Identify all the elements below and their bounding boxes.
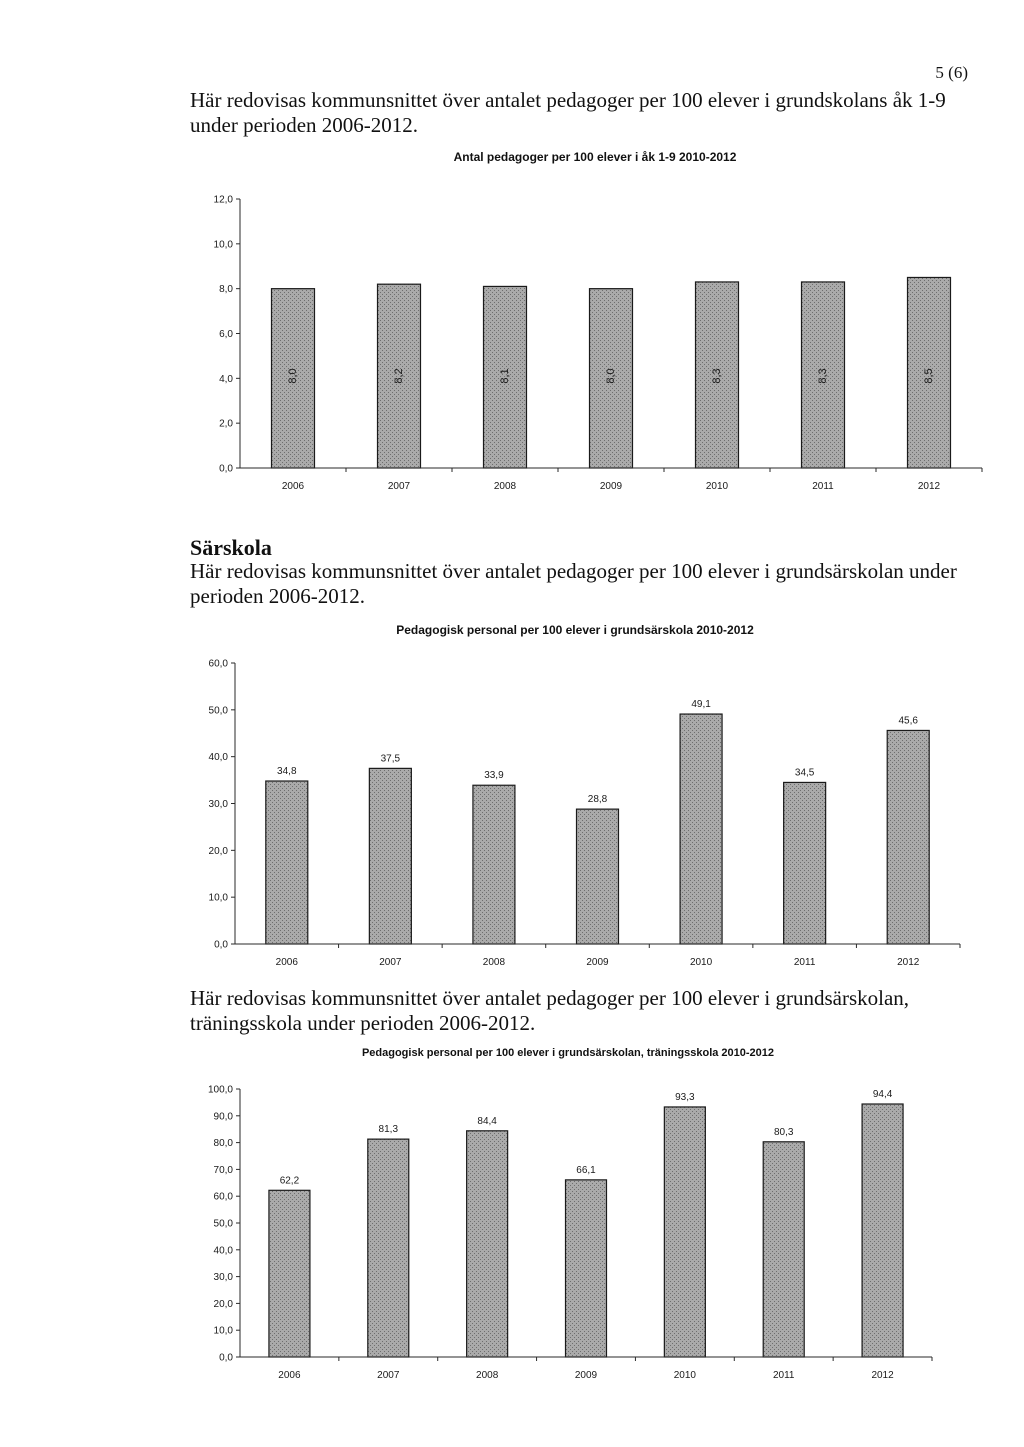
y-tick-label: 12,0 — [213, 194, 233, 206]
x-tick-label: 2009 — [586, 957, 609, 968]
y-tick-label: 20,0 — [213, 1298, 233, 1310]
data-label: 62,2 — [279, 1175, 300, 1187]
y-tick-label: 8,0 — [219, 284, 233, 296]
bar-2008 — [467, 1131, 508, 1357]
y-tick-label: 30,0 — [213, 1272, 233, 1284]
x-tick-label: 2006 — [275, 957, 298, 968]
data-label: 34,5 — [794, 767, 815, 779]
x-tick-label: 2010 — [705, 481, 729, 492]
x-tick-label: 2007 — [379, 957, 402, 968]
data-label: 33,9 — [484, 770, 504, 782]
x-tick-label: 2010 — [673, 1370, 696, 1381]
data-label: 8,3 — [711, 368, 723, 384]
bar-2010 — [664, 1107, 705, 1357]
bar-2007 — [368, 1139, 409, 1357]
y-tick-label: 60,0 — [208, 658, 228, 670]
x-tick-label: 2007 — [377, 1370, 400, 1381]
y-tick-label: 100,0 — [207, 1084, 233, 1096]
bar-2009 — [566, 1180, 607, 1357]
bar-2006 — [269, 1190, 310, 1357]
bar-chart-personal-grundsarskola — [0, 650, 1024, 975]
y-tick-label: 4,0 — [219, 373, 233, 385]
paragraph-line: Här redovisas kommunsnittet över antalet pedagoger per 100 elever i grundskolans åk 1-9 — [190, 88, 946, 112]
x-tick-label: 2011 — [812, 481, 834, 492]
data-label: 37,5 — [380, 753, 401, 765]
y-tick-label: 0,0 — [219, 463, 233, 475]
y-tick-label: 20,0 — [208, 845, 228, 857]
data-label: 45,6 — [898, 715, 918, 727]
page-number: 5 (6) — [935, 63, 968, 82]
data-label: 8,5 — [923, 368, 935, 384]
y-tick-label: 0,0 — [214, 939, 228, 951]
data-label: 80,3 — [773, 1126, 794, 1138]
bar-2012 — [862, 1104, 903, 1357]
x-tick-label: 2008 — [482, 957, 506, 968]
data-label: 8,0 — [287, 368, 299, 384]
data-label: 28,8 — [587, 794, 608, 806]
y-tick-label: 90,0 — [213, 1111, 233, 1123]
chart-title: Pedagogisk personal per 100 elever i grundsärskola 2010-2012 — [396, 623, 754, 637]
x-tick-label: 2009 — [574, 1370, 598, 1381]
x-tick-label: 2008 — [493, 481, 517, 492]
y-tick-label: 0,0 — [219, 1352, 233, 1364]
bar-2008 — [473, 785, 515, 944]
y-tick-label: 60,0 — [213, 1191, 233, 1203]
x-tick-label: 2012 — [871, 1370, 894, 1381]
y-tick-label: 40,0 — [213, 1245, 233, 1257]
y-tick-label: 80,0 — [213, 1138, 233, 1150]
y-tick-label: 50,0 — [213, 1218, 233, 1230]
bar-2012 — [887, 730, 929, 944]
data-label: 84,4 — [477, 1115, 497, 1127]
y-tick-label: 40,0 — [208, 752, 228, 764]
y-tick-label: 30,0 — [208, 799, 228, 810]
x-tick-label: 2006 — [281, 481, 305, 492]
y-tick-label: 6,0 — [219, 329, 233, 340]
x-tick-label: 2011 — [793, 957, 816, 968]
bar-2010 — [680, 714, 722, 944]
paragraph-line: under perioden 2006-2012. — [190, 113, 419, 137]
data-label: 8,1 — [499, 368, 511, 384]
x-tick-label: 2012 — [917, 481, 941, 492]
x-tick-label: 2008 — [476, 1370, 499, 1381]
x-tick-label: 2007 — [387, 481, 411, 492]
bar-2011 — [784, 782, 826, 944]
bar-2006 — [266, 781, 308, 944]
y-tick-label: 70,0 — [213, 1164, 233, 1176]
bar-chart-personal-traningsskola — [0, 1075, 1024, 1390]
data-label: 34,8 — [277, 766, 297, 778]
x-tick-label: 2010 — [689, 957, 713, 968]
paragraph-line: träningsskola under perioden 2006-2012. — [190, 1011, 536, 1035]
y-tick-label: 2,0 — [219, 418, 233, 430]
data-label: 8,2 — [393, 368, 405, 384]
x-tick-label: 2011 — [772, 1370, 795, 1381]
data-label: 8,3 — [817, 368, 829, 384]
bar-2009 — [577, 809, 619, 944]
bar-chart-pedagoger-grundskola — [0, 180, 1024, 500]
data-label: 49,1 — [691, 699, 711, 711]
paragraph-line: perioden 2006-2012. — [190, 584, 365, 608]
data-label: 81,3 — [378, 1124, 399, 1136]
section-heading: Särskola — [190, 535, 272, 560]
y-tick-label: 50,0 — [208, 705, 228, 717]
data-label: 8,0 — [605, 368, 617, 384]
chart-title: Pedagogisk personal per 100 elever i grundsärskolan, träningsskola 2010-2012 — [361, 1047, 775, 1059]
chart-title: Antal pedagoger per 100 elever i åk 1-9 2010-2012 — [453, 150, 737, 164]
data-label: 93,3 — [675, 1091, 695, 1103]
x-tick-label: 2012 — [897, 957, 920, 968]
x-tick-label: 2006 — [278, 1370, 301, 1381]
y-tick-label: 10,0 — [208, 892, 228, 904]
paragraph-line: Här redovisas kommunsnittet över antalet pedagoger per 100 elever i grundsärskolan, — [190, 986, 910, 1010]
y-tick-label: 10,0 — [213, 239, 233, 251]
bar-2011 — [763, 1142, 804, 1357]
data-label: 94,4 — [872, 1089, 893, 1101]
bar-2007 — [369, 768, 411, 944]
y-tick-label: 10,0 — [213, 1325, 233, 1337]
data-label: 66,1 — [576, 1164, 596, 1176]
paragraph-line: Här redovisas kommunsnittet över antalet pedagoger per 100 elever i grundsärskolan under — [190, 559, 957, 583]
x-tick-label: 2009 — [599, 481, 623, 492]
